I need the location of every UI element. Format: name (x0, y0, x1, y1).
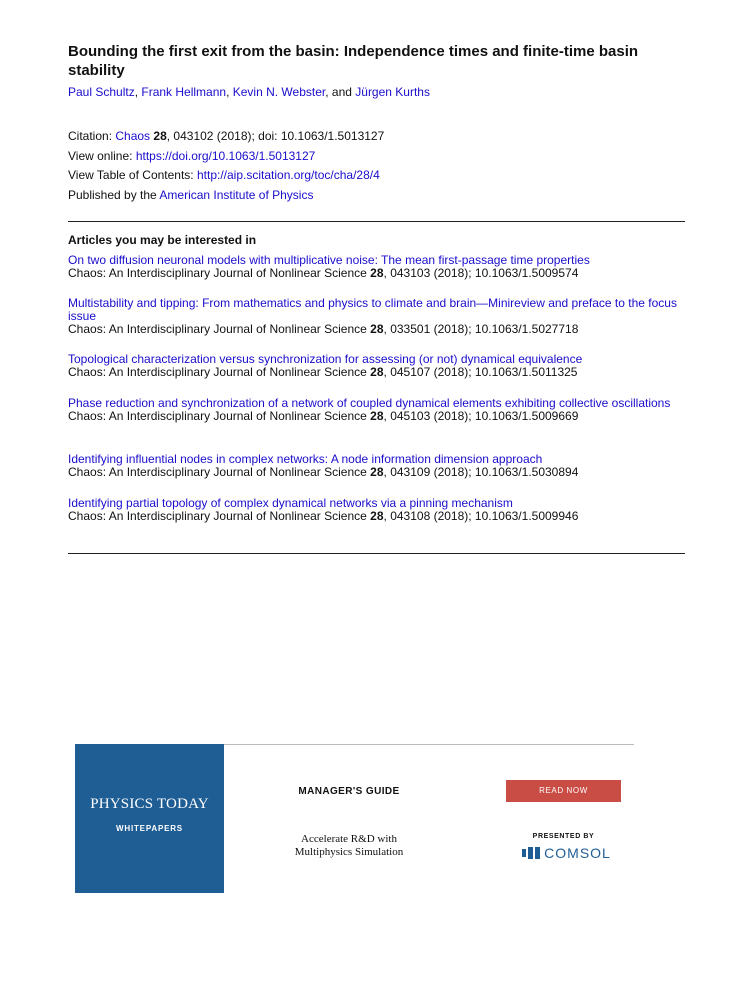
ad-brand-panel (75, 744, 224, 893)
author-separator: , (134, 85, 142, 99)
related-rest: , 045107 (2018); 10.1063/1.5011325 (383, 365, 578, 379)
related-article-title-link[interactable]: On two diffusion neuronal models with multiplicative noise: The mean first-passage time properties (68, 253, 590, 267)
ad-brand-subtitle: WHITEPAPERS (116, 824, 183, 833)
divider-top (68, 221, 685, 222)
related-article (68, 453, 685, 479)
related-rest: , 043109 (2018); 10.1063/1.5030894 (383, 465, 579, 479)
related-journal: Chaos: An Interdisciplinary Journal of Nonlinear Science (68, 465, 371, 479)
related-article (68, 353, 685, 379)
related-rest: , 045103 (2018); 10.1063/1.5009669 (383, 409, 579, 423)
related-journal: Chaos: An Interdisciplinary Journal of Nonlinear Science (68, 409, 371, 423)
author-separator: , (226, 85, 233, 99)
related-article-title-link[interactable]: Topological characterization versus synchronization for assessing (or not) dynamical equivalence (68, 352, 583, 366)
ad-tagline: Accelerate R&D with Multiphysics Simulation (294, 833, 404, 858)
related-article-title-link[interactable]: Phase reduction and synchronization of a network of coupled dynamical elements exhibiting collective oscillations (68, 396, 671, 410)
related-volume: 28 (370, 266, 384, 280)
related-journal: Chaos: An Interdisciplinary Journal of Nonlinear Science (68, 322, 371, 336)
citation-rest: , 043102 (2018); doi: 10.1063/1.5013127 (166, 129, 385, 143)
related-article-title-link[interactable]: Identifying partial topology of complex dynamical networks via a pinning mechanism (68, 496, 513, 510)
ad-presented-by: PRESENTED BY (532, 833, 595, 840)
divider-bottom (68, 553, 685, 554)
journal-link[interactable]: Chaos (115, 129, 151, 143)
author-and: , and (325, 85, 356, 99)
toc-link[interactable]: http://aip.scitation.org/toc/cha/28/4 (196, 168, 380, 182)
related-article (68, 497, 685, 523)
view-toc-line (68, 168, 380, 183)
ad-brand-name: PHYSICS TODAY (90, 796, 209, 812)
related-article-title-link[interactable]: Identifying influential nodes in complex networks: A node information dimension approach (68, 452, 543, 466)
related-article-citation (68, 366, 685, 379)
related-article (68, 297, 685, 336)
related-article (68, 397, 685, 423)
author-list (68, 85, 430, 100)
related-volume: 28 (370, 365, 384, 379)
related-article-citation (68, 267, 685, 280)
citation-volume: 28 (153, 129, 167, 143)
related-journal: Chaos: An Interdisciplinary Journal of Nonlinear Science (68, 365, 371, 379)
related-article-citation (68, 410, 685, 423)
advertisement-banner[interactable] (75, 744, 634, 893)
sponsor-name: COMSOL (544, 845, 611, 861)
author-link[interactable]: Frank Hellmann (141, 85, 227, 99)
page-title: Bounding the first exit from the basin: Independence times and finite-time basin stability (68, 43, 639, 79)
author-link[interactable]: Kevin N. Webster (232, 85, 326, 99)
view-online-line (68, 149, 315, 164)
citation-label: Citation: (68, 129, 116, 143)
read-now-button[interactable]: READ NOW (506, 780, 621, 802)
doi-link[interactable]: https://doi.org/10.1063/1.5013127 (135, 149, 316, 163)
related-journal: Chaos: An Interdisciplinary Journal of Nonlinear Science (68, 266, 371, 280)
comsol-mark-icon (522, 847, 540, 859)
related-volume: 28 (370, 409, 384, 423)
related-rest: , 043103 (2018); 10.1063/1.5009574 (383, 266, 579, 280)
ad-top-rule (224, 744, 634, 745)
related-article-citation (68, 510, 685, 523)
published-line (68, 188, 313, 203)
published-label: Published by the (68, 188, 160, 202)
citation-line (68, 129, 384, 144)
related-volume: 28 (370, 509, 384, 523)
sponsor-logo (509, 845, 624, 861)
related-articles-heading: Articles you may be interested in (68, 233, 257, 247)
related-article-citation (68, 323, 685, 336)
related-rest: , 043108 (2018); 10.1063/1.5009946 (383, 509, 579, 523)
related-article-citation (68, 466, 685, 479)
author-link[interactable]: Jürgen Kurths (355, 85, 430, 99)
ad-guide-heading: MANAGER'S GUIDE (298, 786, 400, 797)
related-article (68, 254, 685, 280)
view-toc-label: View Table of Contents: (68, 168, 197, 182)
related-article-title-link[interactable]: Multistability and tipping: From mathematics and physics to climate and brain—Minireview and preface to the focus issue (68, 296, 677, 323)
related-volume: 28 (370, 322, 384, 336)
author-link[interactable]: Paul Schultz (68, 85, 135, 99)
related-volume: 28 (370, 465, 384, 479)
publisher-link[interactable]: American Institute of Physics (159, 188, 314, 202)
related-journal: Chaos: An Interdisciplinary Journal of Nonlinear Science (68, 509, 371, 523)
view-online-label: View online: (68, 149, 136, 163)
related-rest: , 033501 (2018); 10.1063/1.5027718 (383, 322, 579, 336)
